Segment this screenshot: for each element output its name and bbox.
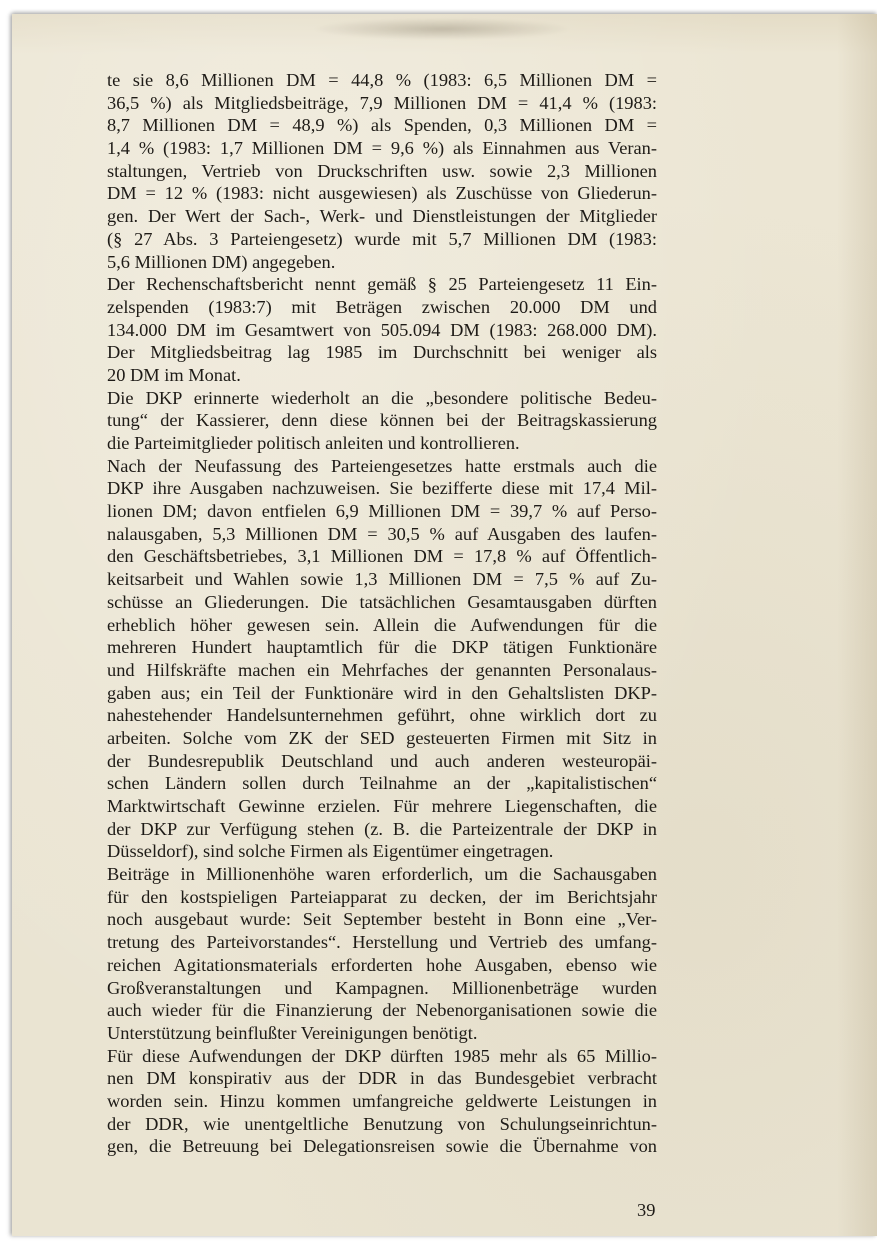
text-line: schen Ländern sollen durch Teilnahme an der „kapitalistischen“ xyxy=(107,773,657,794)
text-line: die Parteimitglieder politisch anleiten und kontrollieren. xyxy=(107,433,520,453)
text-line: nen DM konspirativ aus der DDR in das Bundesgebiet verbracht xyxy=(107,1068,657,1089)
text-line: gen. Der Wert der Sach-, Werk- und Dienstleistungen der Mitglieder xyxy=(107,206,657,227)
text-line: DKP ihre Ausgaben nachzuweisen. Sie bezifferte diese mit 17,4 Mil- xyxy=(107,478,657,499)
paragraph-expenditures xyxy=(107,455,657,863)
text-line: lionen DM; davon entfielen 6,9 Millionen DM = 39,7 % auf Perso- xyxy=(107,501,657,522)
text-line: der DDR, wie unentgeltliche Benutzung von Schulungseinrichtun- xyxy=(107,1113,657,1134)
text-line: Großveranstaltungen und Kampagnen. Millionenbeträge wurden xyxy=(107,977,657,998)
text-line: erheblich höher gewesen sein. Allein die Aufwendungen für die xyxy=(107,614,657,635)
text-line: Düsseldorf), sind solche Firmen als Eigentümer eingetragen. xyxy=(107,841,554,862)
text-line: 20 DM im Monat. xyxy=(107,364,241,385)
text-line: der Bundesrepublik Deutschland und auch anderen westeuropäi- xyxy=(107,750,657,771)
text-line: Nach der Neufassung des Parteiengesetzes hatte erstmals auch die xyxy=(107,455,657,476)
text-line: der DKP zur Verfügung stehen (z. B. die Parteizentrale der DKP in xyxy=(107,818,657,839)
text-line: 1,4 % (1983: 1,7 Millionen DM = 9,6 %) als Einnahmen aus Veran- xyxy=(107,138,657,159)
text-line: tretung des Parteivorstandes“. Herstellung und Vertrieb des umfang- xyxy=(107,932,657,953)
text-line: den Geschäftsbetriebes, 3,1 Millionen DM = 17,8 % auf Öffentlich- xyxy=(107,546,657,567)
text-line: 8,7 Millionen DM = 48,9 %) als Spenden, 0,3 Millionen DM = xyxy=(107,115,657,136)
text-line: und Hilfskräfte machen ein Mehrfaches der genannten Personalaus- xyxy=(107,659,657,680)
text-line: noch ausgebaut wurde: Seit September besteht in Bonn eine „Ver- xyxy=(107,909,657,930)
text-line: Beiträge in Millionenhöhe waren erforderlich, um die Sachausgaben xyxy=(107,864,657,885)
text-line: 134.000 DM im Gesamtwert von 505.094 DM (1983: 268.000 DM). xyxy=(107,319,657,340)
paragraph-material-expenses xyxy=(107,863,657,1045)
text-line: Die DKP erinnerte wiederholt an die „besondere politische Bedeu- xyxy=(107,387,657,408)
page-number: 39 xyxy=(637,1200,656,1220)
text-line: DM = 12 % (1983: nicht ausgewiesen) als Zuschüsse von Gliederun- xyxy=(107,183,657,204)
text-line: auch wieder für die Finanzierung der Nebenorganisationen sowie die xyxy=(107,1000,657,1021)
scanned-page xyxy=(12,14,877,1236)
text-line: 5,6 Millionen DM) angegeben. xyxy=(107,251,336,272)
text-line: schüsse an Gliederungen. Die tatsächlichen Gesamtausgaben dürften xyxy=(107,591,657,612)
text-line: reichen Agitationsmaterials erforderten hohe Ausgaben, ebenso wie xyxy=(107,954,657,975)
text-line: für den kostspieligen Parteiapparat zu decken, der im Berichtsjahr xyxy=(107,886,657,907)
text-line: Marktwirtschaft Gewinne erzielen. Für mehrere Liegenschaften, die xyxy=(107,796,657,816)
text-line: keitsarbeit und Wahlen sowie 1,3 Millionen DM = 7,5 % auf Zu- xyxy=(107,569,657,590)
text-line: worden sein. Hinzu kommen umfangreiche geldwerte Leistungen in xyxy=(107,1090,657,1111)
text-line: mehreren Hundert hauptamtlich für die DKP tätigen Funktionäre xyxy=(107,637,657,658)
text-line: zelspenden (1983:7) mit Beträgen zwischen 20.000 DM und xyxy=(107,296,657,317)
paragraph-income-breakdown xyxy=(107,69,657,273)
paragraph-cashiers xyxy=(107,387,657,455)
text-line: Der Rechenschaftsbericht nennt gemäß § 25 Parteiengesetz 11 Ein- xyxy=(107,274,657,295)
text-line: Der Mitgliedsbeitrag lag 1985 im Durchschnitt bei weniger als xyxy=(107,342,657,363)
paragraph-ddr-funding xyxy=(107,1045,657,1158)
text-line: Unterstützung beinflußter Vereinigungen benötigt. xyxy=(107,1022,478,1043)
text-line: 36,5 %) als Mitgliedsbeiträge, 7,9 Millionen DM = 41,4 % (1983: xyxy=(107,92,657,113)
body-text xyxy=(107,69,657,1158)
text-line: gen, die Betreuung bei Delegationsreisen sowie die Übernahme von xyxy=(107,1136,657,1157)
paragraph-individual-donations xyxy=(107,273,657,386)
text-line: nahestehender Handelsunternehmen geführt, ohne wirklich dort zu xyxy=(107,705,657,726)
text-line: arbeiten. Solche vom ZK der SED gesteuerten Firmen mit Sitz in xyxy=(107,727,657,748)
text-line: tung“ der Kassierer, denn diese können bei der Beitragskassierung xyxy=(107,410,657,431)
text-line: nalausgaben, 5,3 Millionen DM = 30,5 % auf Ausgaben des laufen- xyxy=(107,523,657,544)
text-line: Für diese Aufwendungen der DKP dürften 1985 mehr als 65 Millio- xyxy=(107,1045,657,1066)
text-line: (§ 27 Abs. 3 Parteiengesetz) wurde mit 5,7 Millionen DM (1983: xyxy=(107,228,657,249)
text-line: te sie 8,6 Millionen DM = 44,8 % (1983: 6,5 Millionen DM = xyxy=(107,70,657,90)
text-line: gaben aus; ein Teil der Funktionäre wird in den Gehaltslisten DKP- xyxy=(107,682,657,703)
text-line: staltungen, Vertrieb von Druckschriften usw. sowie 2,3 Millionen xyxy=(107,160,657,181)
show-through-text xyxy=(312,18,572,40)
